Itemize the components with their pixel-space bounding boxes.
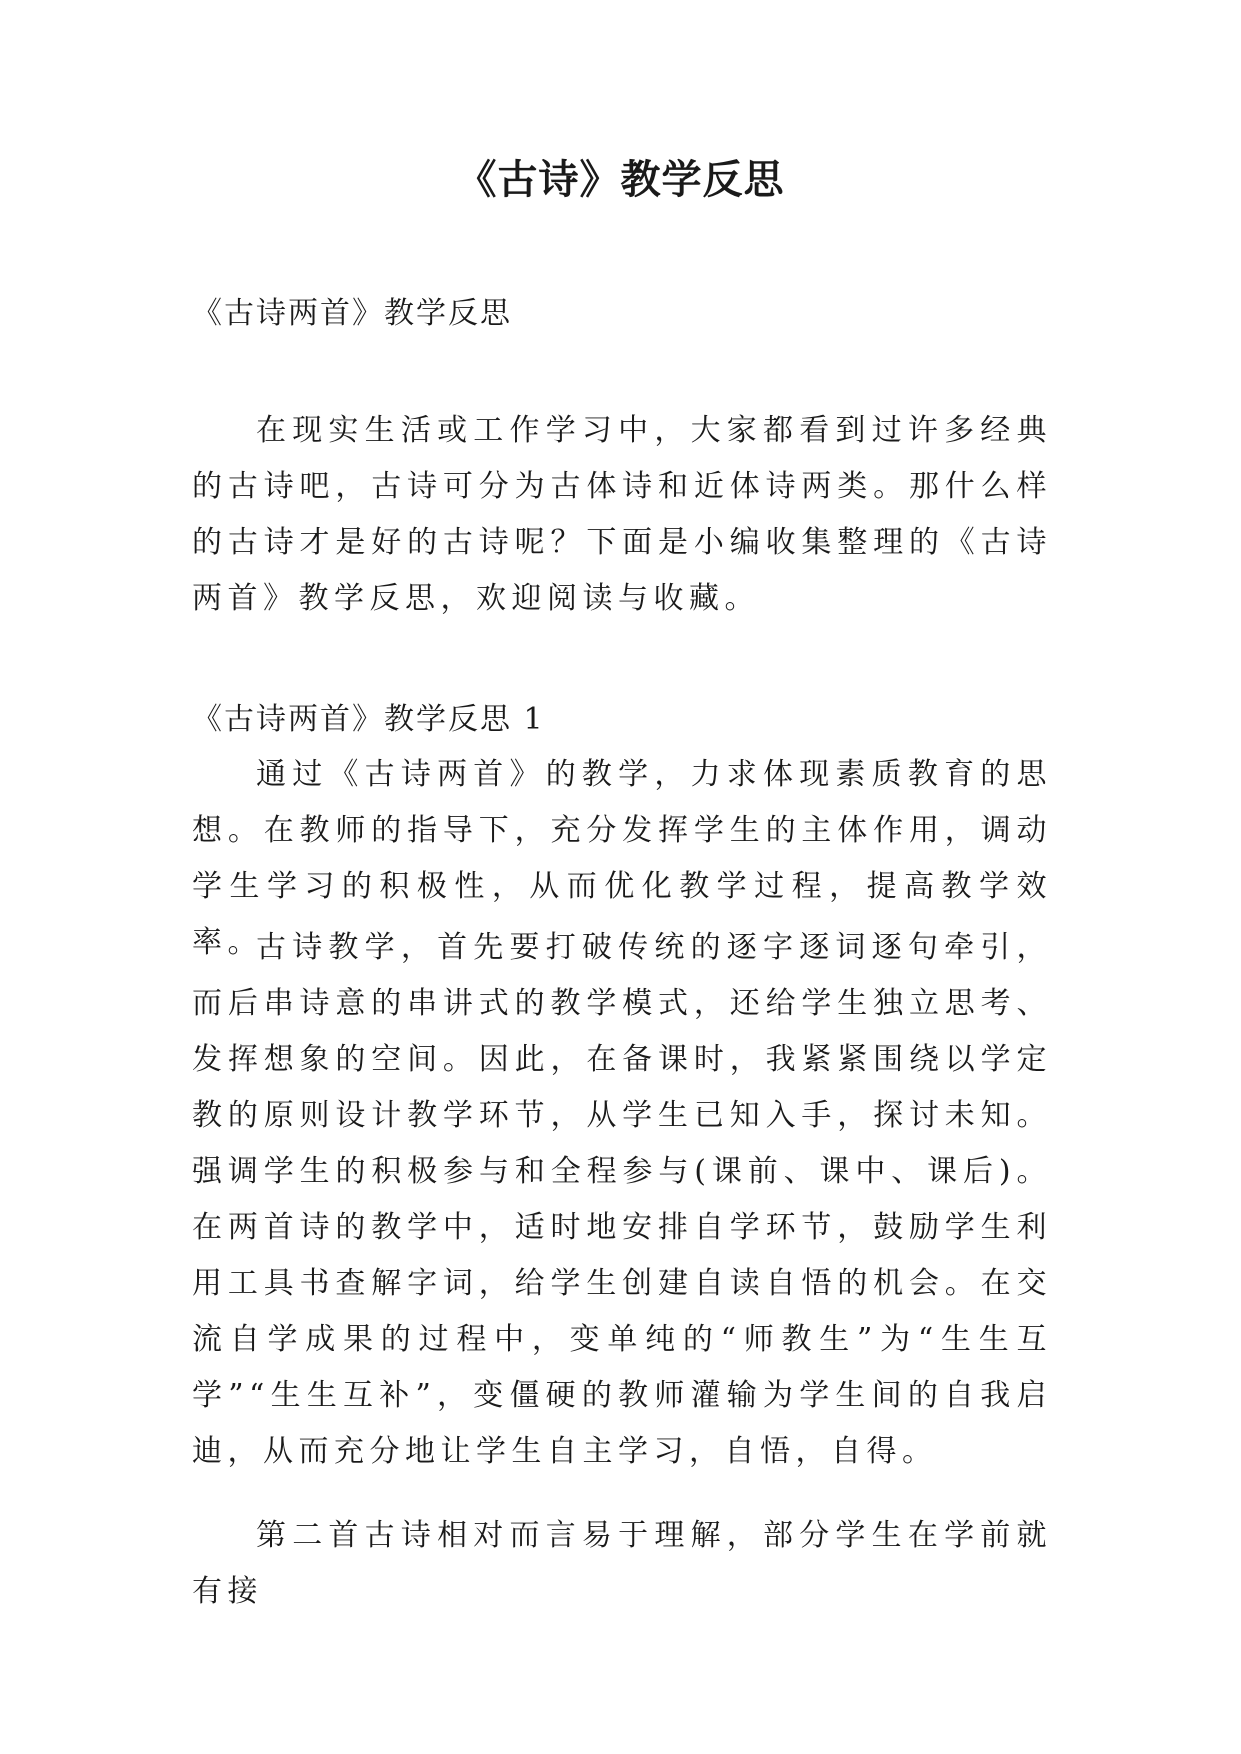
body-paragraph-1: 通过《古诗两首》的教学，力求体现素质教育的思想。在教师的指导下，充分发挥学生的主体作用，调动学生学习的积极性，从而优化教学过程，提高教学效率。: [192, 757, 1052, 960]
body-paragraph-2: 古诗教学，首先要打破传统的逐字逐词逐句牵引，而后串诗意的串讲式的教学模式，还给学生独立思考、发挥想象的空间。因此，在备课时，我紧紧围绕以学定教的原则设计教学环节，从学生已知入手，探讨未知。强调学生的积极参与和全程参与(课前、课中、课后)。在两首诗的教学中，适时地安排自学环节，鼓励学生利用工具书查解字词，给学生创建自读自悟的机会。在交流自学成果的过程中，变单纯的“师教生”为“生生互学”“生生互补”，变僵硬的教师灌输为学生间的自我启迪，从而充分地让学生自主学习，自悟，自得。: [192, 930, 1052, 1469]
intro-paragraph: 在现实生活或工作学习中，大家都看到过许多经典的古诗吧，古诗可分为古体诗和近体诗两类。那什么样的古诗才是好的古诗呢？下面是小编收集整理的《古诗两首》教学反思，欢迎阅读与收藏。: [192, 413, 1052, 616]
document-title: 《古诗》教学反思: [456, 156, 785, 203]
body-paragraph-3: 第二首古诗相对而言易于理解，部分学生在学前就有接: [192, 1518, 1052, 1609]
document-subtitle: 《古诗两首》教学反思: [192, 296, 512, 331]
section-heading: 《古诗两首》教学反思 1: [192, 702, 545, 737]
